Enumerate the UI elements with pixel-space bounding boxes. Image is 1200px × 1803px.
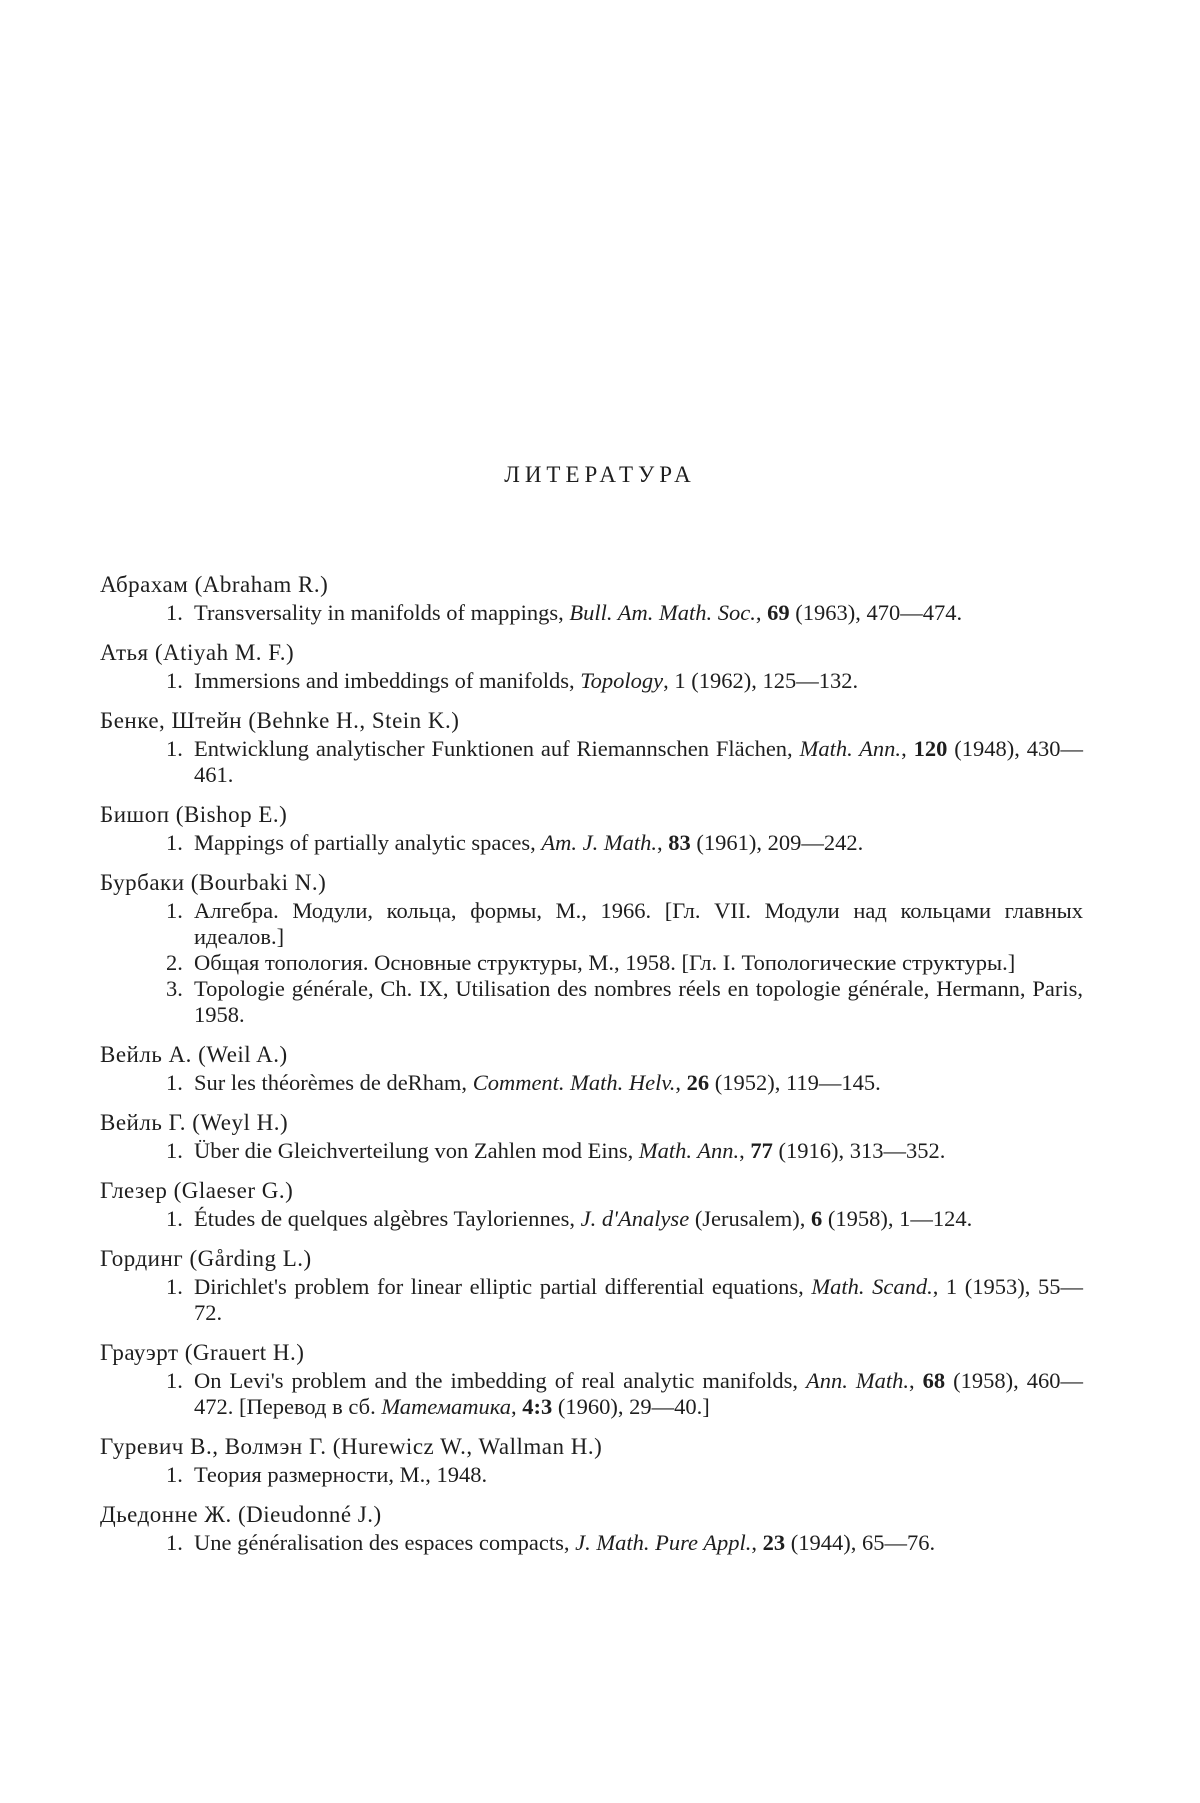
citation-text: , <box>675 1070 687 1095</box>
journal-title: Topology <box>580 668 664 693</box>
reference-number: 1. <box>166 668 183 693</box>
reference-author: Глезер (Glaeser G.) <box>100 1178 294 1203</box>
reference-author: Атья (Atiyah M. F.) <box>100 640 295 665</box>
citation-text: (1958), 1—124. <box>822 1206 973 1231</box>
reference-item <box>100 668 1085 694</box>
reference-number: 1. <box>166 830 183 855</box>
journal-title: Bull. Am. Math. Soc. <box>569 600 756 625</box>
citation-text: Topologie générale, Ch. IX, Utilisation des nombres réels en topologie générale, Hermann, Paris, 1958. <box>194 976 1083 1027</box>
reference-number: 3. <box>166 976 183 1001</box>
reference-item <box>100 1138 1085 1164</box>
journal-title: Comment. Math. Helv. <box>472 1070 676 1095</box>
citation-text: (1916), 313—352. <box>772 1138 946 1163</box>
reference-entry <box>100 868 1085 1028</box>
reference-entry <box>100 706 1085 788</box>
reference-item <box>100 1462 1085 1488</box>
reference-entry <box>100 800 1085 856</box>
citation-text: , <box>909 1368 923 1393</box>
reference-item <box>100 950 1085 976</box>
reference-author: Бенке, Штейн (Behnke H., Stein K.) <box>100 708 460 733</box>
reference-entry <box>100 1108 1085 1164</box>
citation-text: , 1 (1953), 55—72. <box>194 1274 1083 1325</box>
reference-number: 1. <box>166 1368 183 1393</box>
reference-number: 1. <box>166 1462 183 1487</box>
reference-author: Гординг (Gårding L.) <box>100 1246 312 1271</box>
citation-text: , <box>755 600 768 625</box>
reference-number: 2. <box>166 950 183 975</box>
citation-text: (1948), 430—461. <box>194 736 1083 787</box>
reference-entry <box>100 638 1085 694</box>
citation-text: Immersions and imbeddings of manifolds, <box>194 668 581 693</box>
journal-title: Math. Ann. <box>799 736 902 761</box>
citation-text: , <box>657 830 669 855</box>
references-list <box>100 570 1085 1568</box>
citation-text: (1944), 65—76. <box>785 1530 936 1555</box>
citation-text: (1958), 460—472. [Перевод в сб. <box>194 1368 1083 1419</box>
citation-text: , 1 (1962), 125—132. <box>663 668 859 693</box>
reference-entry <box>100 1338 1085 1420</box>
reference-entry <box>100 1176 1085 1232</box>
citation-text: , <box>751 1530 763 1555</box>
page-title: ЛИТЕРАТУРА <box>504 462 696 487</box>
reference-author: Вейль Г. (Weyl H.) <box>100 1110 289 1135</box>
reference-author: Гуревич В., Волмэн Г. (Hurewicz W., Wallman H.) <box>100 1434 603 1459</box>
reference-entry <box>100 1244 1085 1326</box>
reference-author: Абрахам (Abraham R.) <box>100 572 329 597</box>
citation-text: (1963), 470—474. <box>789 600 963 625</box>
citation-text: , <box>511 1394 523 1419</box>
journal-title: Am. J. Math. <box>541 830 658 855</box>
volume-number: 23 <box>762 1530 786 1555</box>
citation-text: Entwicklung analytischer Funktionen auf Riemannschen Flächen, <box>194 736 800 761</box>
citation-text: , <box>739 1138 751 1163</box>
reference-entry <box>100 1500 1085 1556</box>
reference-number: 1. <box>166 736 183 761</box>
citation-text: (1960), 29—40.] <box>552 1394 710 1419</box>
citation-text: Études de quelques algèbres Tayloriennes, <box>194 1206 581 1231</box>
citation-text: Dirichlet's problem for linear elliptic partial differential equations, <box>194 1274 812 1299</box>
reference-number: 1. <box>166 600 183 625</box>
reference-number: 1. <box>166 1070 183 1095</box>
citation-text: Une généralisation des espaces compacts, <box>194 1530 576 1555</box>
reference-number: 1. <box>166 1138 183 1163</box>
reference-entry <box>100 1432 1085 1488</box>
reference-item <box>100 1530 1085 1556</box>
reference-item <box>100 1206 1085 1232</box>
reference-item <box>100 976 1085 1028</box>
volume-number: 4:3 <box>522 1394 553 1419</box>
reference-number: 1. <box>166 898 183 923</box>
volume-number: 68 <box>922 1368 946 1393</box>
journal-title: Математика <box>381 1394 511 1419</box>
volume-number: 6 <box>811 1206 823 1231</box>
citation-text: Общая топология. Основные структуры, М., 1958. [Гл. I. Топологические структуры.] <box>194 950 1016 975</box>
reference-entry <box>100 1040 1085 1096</box>
reference-entry <box>100 570 1085 626</box>
reference-number: 1. <box>166 1274 183 1299</box>
citation-text: Mappings of partially analytic spaces, <box>194 830 542 855</box>
citation-text: Алгебра. Модули, кольца, формы, М., 1966. [Гл. VII. Модули над кольцами главных идеалов.] <box>194 898 1083 949</box>
reference-item <box>100 1070 1085 1096</box>
citation-text: Sur les théorèmes de deRham, <box>194 1070 473 1095</box>
citation-text: (1952), 119—145. <box>709 1070 881 1095</box>
citation-text: Über die Gleichverteilung von Zahlen mod Eins, <box>194 1138 639 1163</box>
citation-text: Теория размерности, М., 1948. <box>194 1462 488 1487</box>
reference-item <box>100 830 1085 856</box>
citation-text: Transversality in manifolds of mappings, <box>194 600 570 625</box>
reference-author: Грауэрт (Grauert H.) <box>100 1340 305 1365</box>
citation-text: , <box>901 736 914 761</box>
reference-author: Бурбаки (Bourbaki N.) <box>100 870 327 895</box>
reference-item <box>100 600 1085 626</box>
citation-text: On Levi's problem and the imbedding of real analytic manifolds, <box>194 1368 807 1393</box>
reference-author: Бишоп (Bishop E.) <box>100 802 288 827</box>
journal-title: Math. Scand. <box>811 1274 933 1299</box>
journal-title: Ann. Math. <box>806 1368 910 1393</box>
citation-text: (1961), 209—242. <box>690 830 864 855</box>
volume-number: 77 <box>750 1138 773 1163</box>
reference-item <box>100 1368 1085 1420</box>
volume-number: 120 <box>913 736 948 761</box>
journal-title: Math. Ann. <box>638 1138 740 1163</box>
reference-item <box>100 898 1085 950</box>
volume-number: 83 <box>668 830 691 855</box>
journal-title: J. d'Analyse <box>580 1206 690 1231</box>
reference-item <box>100 1274 1085 1326</box>
volume-number: 26 <box>686 1070 710 1095</box>
citation-text: (Jerusalem), <box>689 1206 812 1231</box>
reference-number: 1. <box>166 1206 183 1231</box>
reference-author: Дьедонне Ж. (Dieudonné J.) <box>100 1502 382 1527</box>
reference-number: 1. <box>166 1530 183 1555</box>
journal-title: J. Math. Pure Appl. <box>575 1530 752 1555</box>
reference-item <box>100 736 1085 788</box>
reference-author: Вейль А. (Weil A.) <box>100 1042 288 1067</box>
volume-number: 69 <box>767 600 790 625</box>
